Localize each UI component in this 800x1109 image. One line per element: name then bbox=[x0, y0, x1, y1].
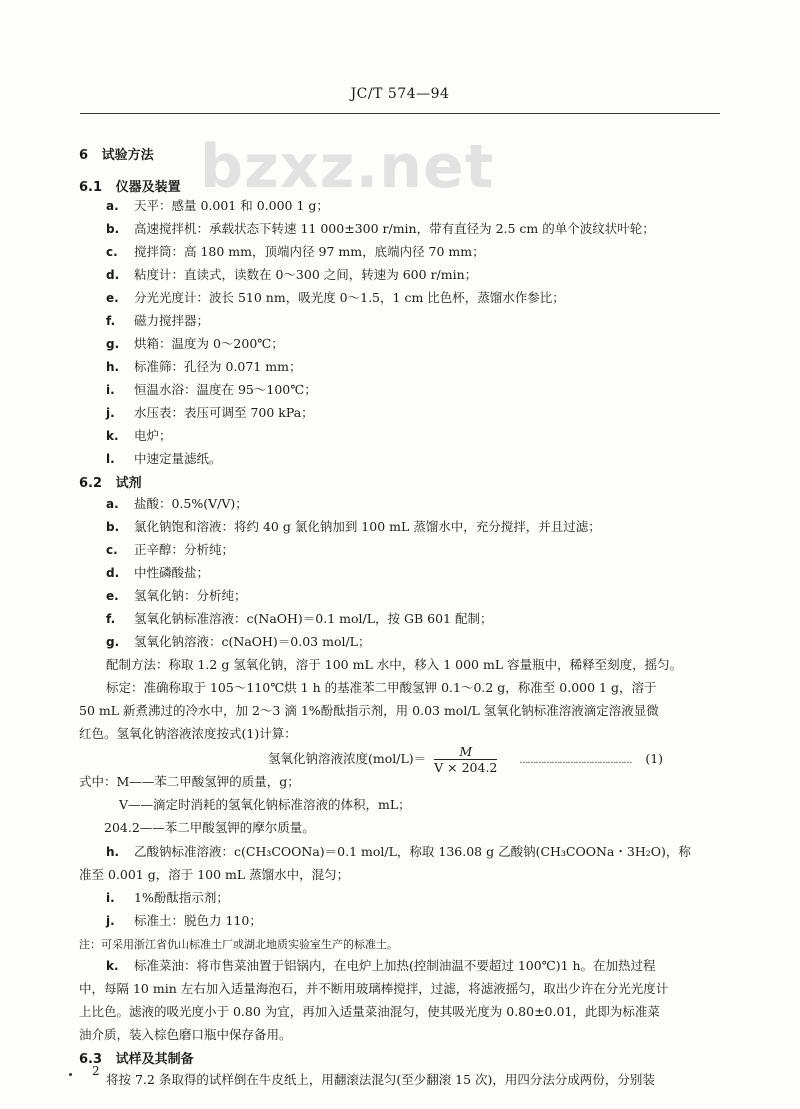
list-item bbox=[106, 496, 248, 512]
list-item bbox=[106, 890, 229, 906]
item-label: h. bbox=[106, 845, 120, 859]
item-text: 氢氧化钠溶液：c(NaOH)＝0.03 mol/L； bbox=[134, 634, 371, 649]
item-text: 搅拌筒：高 180 mm，顶端内径 97 mm，底端内径 70 mm； bbox=[134, 244, 485, 259]
paragraph: 将按 7.2 条取得的试样倒在牛皮纸上，用翻滚法混匀(至少翻滚 15 次)，用四分法分成两份，分别装 bbox=[106, 1072, 655, 1087]
list-item-continuation: 油介质，装入棕色磨口瓶中保存备用。 bbox=[79, 1027, 292, 1042]
item-text: 烘箱：温度为 0～200℃； bbox=[134, 336, 284, 351]
list-item bbox=[106, 405, 314, 421]
item-label: c. bbox=[106, 543, 118, 557]
section-number: 6 bbox=[79, 148, 89, 163]
where-clause-3: 204.2——苯二甲酸氢钾的摩尔质量。 bbox=[104, 820, 315, 835]
item-label: c. bbox=[106, 245, 118, 259]
list-item bbox=[106, 359, 301, 375]
subsection-number: 6.2 bbox=[79, 476, 103, 491]
item-text: 1%酚酞指示剂； bbox=[134, 890, 229, 905]
item-label: d. bbox=[106, 566, 120, 580]
list-item bbox=[106, 267, 477, 283]
item-label: i. bbox=[106, 891, 115, 905]
formula-leader-dots: …………………………………… bbox=[519, 756, 632, 766]
item-text: 氢氧化钠标准溶液：c(NaOH)＝0.1 mol/L，按 GB 601 配制； bbox=[134, 611, 493, 626]
standardization-line-2: 50 mL 新煮沸过的冷水中，加 2～3 滴 1%酚酞指示剂，用 0.03 mol/L 氢氧化钠标准溶液滴定溶液显微 bbox=[79, 703, 659, 718]
item-text: 电炉； bbox=[134, 428, 172, 443]
item-label: k. bbox=[106, 959, 119, 973]
subsection-number: 6.1 bbox=[79, 180, 103, 195]
item-label: d. bbox=[106, 268, 120, 282]
subsection-title: 仪器及装置 bbox=[115, 180, 181, 195]
item-text: 标准筛：孔径为 0.071 mm； bbox=[134, 359, 302, 374]
item-text: 高速搅拌机：承载状态下转速 11 000±300 r/min，带有直径为 2.5 cm 的单个波纹状叶轮； bbox=[134, 221, 655, 236]
item-text: 标准菜油：将市售菜油置于铝锅内，在电炉上加热(控制油温不要超过 100℃)1 h。在加热过程 bbox=[134, 958, 656, 973]
item-text: 标准土：脱色力 110； bbox=[134, 913, 262, 928]
list-item bbox=[106, 198, 329, 214]
formula-number: (1) bbox=[645, 751, 664, 766]
watermark: bzxz.net bbox=[200, 132, 495, 202]
item-text: 盐酸：0.5%(V/V)； bbox=[134, 496, 248, 511]
subsection-title: 试剂 bbox=[115, 476, 142, 491]
list-item bbox=[106, 313, 209, 329]
item-label: g. bbox=[106, 635, 120, 649]
item-label: f. bbox=[106, 314, 116, 328]
list-item bbox=[106, 290, 565, 306]
item-text: 乙酸钠标准溶液：c(CH₃COONa)＝0.1 mol/L，称取 136.08 g 乙酸钠(CH₃COONa・3H₂O)，称 bbox=[134, 844, 691, 859]
standardization-line-3: 红色。氢氧化钠溶液浓度按式(1)计算： bbox=[79, 726, 297, 741]
subsection-title: 试样及其制备 bbox=[115, 1052, 194, 1067]
list-item-continuation: 准至 0.001 g，溶于 100 mL 蒸馏水中，混匀； bbox=[79, 867, 350, 882]
item-text: 氢氧化钠：分析纯； bbox=[134, 588, 247, 603]
list-item bbox=[106, 588, 247, 604]
list-item-continuation: 上比色。滤液的吸光度小于 0.80 为宜，再加入适量菜油混匀，使其吸光度为 0.80±0.01，此即为标准菜 bbox=[79, 1004, 660, 1019]
item-label: a. bbox=[106, 497, 119, 511]
list-item bbox=[106, 451, 222, 467]
header-rule bbox=[80, 113, 720, 114]
formula-lhs: 氢氧化钠溶液浓度(mol/L)＝ bbox=[268, 751, 427, 766]
subsection-number: 6.3 bbox=[79, 1052, 103, 1067]
formula-denominator: V × 204.2 bbox=[434, 760, 498, 775]
list-item-continuation: 中，每隔 10 min 左右加入适量海泡石，并不断用玻璃棒搅拌，过滤，将滤液摇匀，取出少许在分光光度计 bbox=[79, 981, 669, 996]
item-text: 中性磷酸盐； bbox=[134, 565, 210, 580]
preparation-method: 配制方法：称取 1.2 g 氢氧化钠，溶于 100 mL 水中，移入 1 000 mL 容量瓶中，稀释至刻度，摇匀。 bbox=[106, 657, 683, 672]
note: 注：可采用浙江省仇山标准土厂或湖北地质实验室生产的标准土。 bbox=[79, 938, 398, 951]
item-label: b. bbox=[106, 222, 120, 236]
list-item bbox=[106, 519, 601, 535]
list-item bbox=[106, 634, 371, 650]
item-text: 氯化钠饱和溶液：将约 40 g 氯化钠加到 100 mL 蒸馏水中，充分搅拌，并且过滤； bbox=[134, 519, 601, 534]
item-label: j. bbox=[106, 406, 115, 420]
item-label: b. bbox=[106, 520, 120, 534]
item-text: 粘度计：直读式，读数在 0～300 之间，转速为 600 r/min； bbox=[134, 267, 478, 282]
item-text: 中速定量滤纸。 bbox=[134, 451, 222, 466]
item-label: e. bbox=[106, 589, 119, 603]
list-item bbox=[106, 244, 485, 260]
item-text: 水压表：表压可调至 700 kPa； bbox=[134, 405, 314, 420]
list-item bbox=[106, 958, 656, 974]
item-text: 分光光度计：波长 510 nm，吸光度 0～1.5，1 cm 比色杯，蒸馏水作参比； bbox=[134, 290, 565, 305]
section-6-heading bbox=[79, 144, 154, 163]
item-label: k. bbox=[106, 429, 119, 443]
section-6-1-heading bbox=[79, 176, 181, 195]
item-text: 恒温水浴：温度在 95～100℃； bbox=[134, 382, 317, 397]
list-item bbox=[106, 428, 172, 444]
item-label: e. bbox=[106, 291, 119, 305]
item-text: 磁力搅拌器； bbox=[134, 313, 210, 328]
section-6-2-heading bbox=[79, 472, 142, 491]
formula-1 bbox=[268, 744, 663, 775]
where-clause-2: V——滴定时消耗的氢氧化钠标准溶液的体积，mL； bbox=[119, 797, 411, 812]
item-label: g. bbox=[106, 337, 120, 351]
page-number: 2 bbox=[92, 1064, 100, 1078]
standardization-line-1: 标定：准确称取于 105～110℃烘 1 h 的基准苯二甲酸氢钾 0.1～0.2 g，称准至 0.000 1 g，溶于 bbox=[106, 680, 657, 695]
item-label: j. bbox=[106, 914, 115, 928]
where-clause-1: 式中：M——苯二甲酸氢钾的质量，g； bbox=[79, 774, 300, 789]
list-item bbox=[106, 336, 284, 352]
scan-dot bbox=[69, 1073, 72, 1076]
list-item bbox=[106, 221, 655, 237]
list-item bbox=[106, 542, 234, 558]
item-label: h. bbox=[106, 360, 120, 374]
list-item bbox=[106, 382, 317, 398]
standard-code-header: JC/T 574—94 bbox=[350, 86, 450, 102]
formula-fraction bbox=[434, 744, 497, 775]
list-item bbox=[106, 565, 209, 581]
section-title: 试验方法 bbox=[101, 148, 154, 163]
item-text: 正辛醇：分析纯； bbox=[134, 542, 235, 557]
item-label: a. bbox=[106, 199, 119, 213]
item-text: 天平：感量 0.001 和 0.000 1 g； bbox=[134, 198, 329, 213]
formula-numerator: M bbox=[434, 744, 497, 760]
item-label: l. bbox=[106, 452, 115, 466]
item-label: i. bbox=[106, 383, 115, 397]
item-label: f. bbox=[106, 612, 116, 626]
list-item bbox=[106, 844, 691, 860]
list-item bbox=[106, 913, 262, 929]
list-item bbox=[106, 611, 493, 627]
